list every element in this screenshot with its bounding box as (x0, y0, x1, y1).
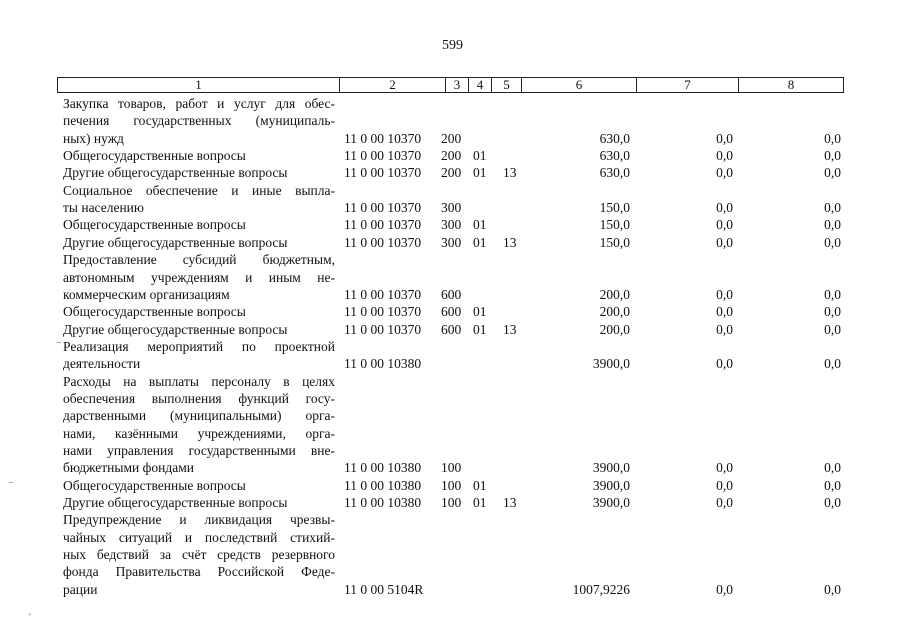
cell-amount-2: 0,0 (716, 356, 733, 372)
row-description: Другие общегосударственные вопросы (63, 495, 288, 511)
row-description: фонда Правительства Российской Феде- (63, 564, 335, 580)
cell-pr: 13 (503, 495, 517, 511)
cell-amount: 3900,0 (592, 356, 630, 372)
row-description: коммерческим организациям (63, 286, 230, 302)
row-description: Реализация мероприятий по проектной (63, 338, 335, 354)
cell-vr: 100 (441, 495, 462, 511)
row-description: Общегосударственные вопросы (63, 217, 246, 233)
table-row (0, 251, 905, 268)
row-description: автономным учреждениям и иным не- (63, 269, 335, 285)
cell-code: 11 0 00 10380 (344, 477, 422, 493)
header-col-7: 7 (637, 78, 739, 92)
cell-vr: 600 (441, 321, 462, 337)
cell-vr: 600 (441, 286, 462, 302)
cell-code: 11 0 00 10370 (344, 234, 422, 250)
cell-amount-2: 0,0 (716, 321, 733, 337)
cell-code: 11 0 00 10370 (344, 321, 422, 337)
table-row (0, 511, 905, 528)
row-description: Предоставление субсидий бюджетным, (63, 252, 335, 268)
cell-amount-2: 0,0 (716, 165, 733, 181)
table-row (0, 269, 905, 286)
cell-rz: 01 (473, 495, 487, 511)
table-row (0, 355, 905, 372)
cell-rz: 01 (473, 234, 487, 250)
cell-amount-3: 0,0 (824, 477, 841, 493)
row-description: дарственными (муниципальными) орга- (63, 408, 335, 424)
cell-vr: 100 (441, 460, 462, 476)
cell-amount: 630,0 (599, 165, 630, 181)
cell-amount: 150,0 (599, 234, 630, 250)
cell-amount-3: 0,0 (824, 460, 841, 476)
cell-vr: 300 (441, 200, 462, 216)
header-col-1: 1 (58, 78, 340, 92)
cell-amount-3: 0,0 (824, 581, 841, 597)
row-description: Общегосударственные вопросы (63, 304, 246, 320)
row-description: Другие общегосударственные вопросы (63, 165, 288, 181)
cell-amount-2: 0,0 (716, 477, 733, 493)
cell-amount-2: 0,0 (716, 581, 733, 597)
table-row (0, 95, 905, 112)
cell-amount: 630,0 (599, 130, 630, 146)
cell-amount-2: 0,0 (716, 130, 733, 146)
cell-pr: 13 (503, 165, 517, 181)
cell-amount: 3900,0 (592, 495, 630, 511)
cell-vr: 300 (441, 234, 462, 250)
cell-amount: 3900,0 (592, 460, 630, 476)
cell-amount-3: 0,0 (824, 217, 841, 233)
cell-amount-2: 0,0 (716, 495, 733, 511)
header-col-2: 2 (340, 78, 446, 92)
cell-amount: 150,0 (599, 200, 630, 216)
row-description: нами управления государственными вне- (63, 443, 335, 458)
table-row (0, 234, 905, 251)
cell-code: 11 0 00 10370 (344, 130, 422, 146)
cell-rz: 01 (473, 165, 487, 181)
cell-code: 11 0 00 10370 (344, 304, 422, 320)
table-row (0, 477, 905, 494)
table-row (0, 216, 905, 233)
cell-amount-2: 0,0 (716, 148, 733, 164)
page-number: 599 (442, 38, 463, 53)
cell-code: 11 0 00 5104R (344, 581, 424, 597)
cell-amount-3: 0,0 (824, 165, 841, 181)
cell-code: 11 0 00 10370 (344, 165, 422, 181)
cell-vr: 200 (441, 130, 462, 146)
table-row (0, 442, 905, 459)
table-row (0, 112, 905, 129)
cell-amount-2: 0,0 (716, 460, 733, 476)
cell-amount-2: 0,0 (716, 304, 733, 320)
cell-amount-3: 0,0 (824, 234, 841, 250)
row-description: бюджетными фондами (63, 460, 194, 476)
table-row (0, 130, 905, 147)
cell-code: 11 0 00 10370 (344, 200, 422, 216)
table-row (0, 581, 905, 598)
scan-speck: − (56, 338, 62, 349)
cell-code: 11 0 00 10380 (344, 460, 422, 476)
cell-amount: 3900,0 (592, 477, 630, 493)
cell-rz: 01 (473, 148, 487, 164)
cell-amount-2: 0,0 (716, 217, 733, 233)
cell-amount-3: 0,0 (824, 130, 841, 146)
row-description: Другие общегосударственные вопросы (63, 321, 288, 337)
header-col-6: 6 (522, 78, 637, 92)
cell-code: 11 0 00 10370 (344, 217, 422, 233)
row-description: ты населению (63, 200, 144, 216)
cell-amount: 630,0 (599, 148, 630, 164)
cell-rz: 01 (473, 321, 487, 337)
table-row (0, 407, 905, 424)
cell-amount-3: 0,0 (824, 321, 841, 337)
cell-amount: 150,0 (599, 217, 630, 233)
table-row (0, 529, 905, 546)
cell-rz: 01 (473, 217, 487, 233)
cell-amount: 200,0 (599, 286, 630, 302)
row-description: Общегосударственные вопросы (63, 477, 246, 493)
cell-amount-2: 0,0 (716, 286, 733, 302)
row-description: чайных ситуаций и последствий стихий- (63, 529, 335, 545)
table-row (0, 286, 905, 303)
row-description: Предупреждение и ликвидация чрезвы- (63, 512, 335, 528)
cell-amount-2: 0,0 (716, 200, 733, 216)
row-description: печения государственных (муниципаль- (63, 113, 335, 129)
row-description: Расходы на выплаты персоналу в целях (63, 373, 335, 389)
cell-amount-3: 0,0 (824, 286, 841, 302)
cell-rz: 01 (473, 304, 487, 320)
cell-rz: 01 (473, 477, 487, 493)
row-description: нами, казёнными учреждениями, орга- (63, 425, 335, 441)
cell-code: 11 0 00 10370 (344, 148, 422, 164)
cell-amount-3: 0,0 (824, 356, 841, 372)
table-row (0, 546, 905, 563)
table-row (0, 425, 905, 442)
row-description: ных бедствий за счёт средств резервного (63, 547, 335, 563)
cell-amount: 1007,9226 (572, 581, 630, 597)
row-description: Другие общегосударственные вопросы (63, 234, 288, 250)
table-row (0, 182, 905, 199)
cell-vr: 100 (441, 477, 462, 493)
row-description: Закупка товаров, работ и услуг для обес- (63, 96, 335, 111)
cell-code: 11 0 00 10380 (344, 495, 422, 511)
scan-speck: · (28, 610, 32, 621)
cell-amount: 200,0 (599, 321, 630, 337)
cell-pr: 13 (503, 321, 517, 337)
table-row (0, 563, 905, 580)
scan-speck: − (8, 478, 14, 489)
cell-amount-2: 0,0 (716, 234, 733, 250)
table-row (0, 373, 905, 390)
row-description: ных) нужд (63, 130, 124, 146)
cell-amount-3: 0,0 (824, 304, 841, 320)
cell-vr: 600 (441, 304, 462, 320)
cell-amount-3: 0,0 (824, 200, 841, 216)
cell-amount-3: 0,0 (824, 148, 841, 164)
table-row (0, 338, 905, 355)
cell-vr: 200 (441, 165, 462, 181)
row-description: обеспечения выполнения функций госу- (63, 390, 335, 406)
cell-vr: 200 (441, 148, 462, 164)
table-row (0, 199, 905, 216)
header-col-8: 8 (787, 77, 795, 92)
row-description: Общегосударственные вопросы (63, 148, 246, 164)
table-row (0, 164, 905, 181)
table-header (57, 77, 844, 93)
cell-code: 11 0 00 10370 (344, 286, 422, 302)
cell-pr: 13 (503, 234, 517, 250)
row-description: Социальное обеспечение и иные выпла- (63, 182, 335, 198)
table-row (0, 147, 905, 164)
table-row (0, 390, 905, 407)
cell-code: 11 0 00 10380 (344, 356, 422, 372)
table-row (0, 459, 905, 476)
cell-vr: 300 (441, 217, 462, 233)
header-col-5: 5 (492, 78, 522, 92)
cell-amount: 200,0 (599, 304, 630, 320)
table-row (0, 303, 905, 320)
header-col-3: 3 (446, 78, 469, 92)
header-col-4: 4 (469, 78, 492, 92)
row-description: деятельности (63, 356, 141, 372)
table-row (0, 321, 905, 338)
table-row (0, 494, 905, 511)
cell-amount-3: 0,0 (824, 495, 841, 511)
row-description: рации (63, 581, 98, 597)
